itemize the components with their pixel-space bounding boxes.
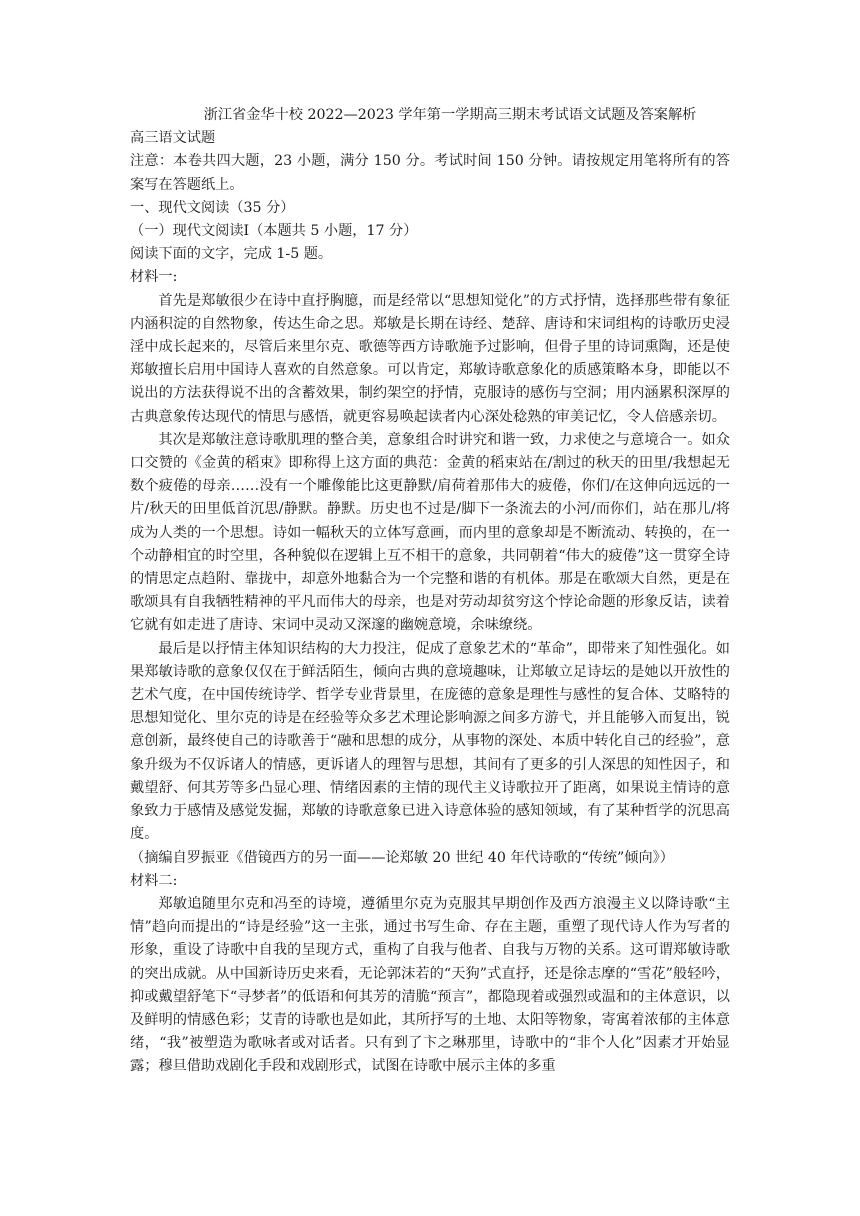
material2-paragraph: 郑敏追随里尔克和冯至的诗境，遵循里尔克为克服其早期创作及西方浪漫主义以降诗歌“主情”趋向而提出的“诗是经验”这一主张，通过书写生命、存在主题，重塑了现代诗人作为写者的形象，重设了诗歌中自我的呈现方式，重构了自我与他者、自我与万物的关系。这可谓郑敏诗歌的突出成就。从中国新诗历史来看，无论郭沫若的“天狗”式直抒，还是徐志摩的“雪花”般轻吟，抑或戴望舒笔下“寻梦者”的低语和何其芳的清脆“预言”，都隐现着或强烈或温和的主体意识，以及鲜明的情感色彩；艾青的诗歌也是如此，其所抒写的土地、太阳等物象，寄寓着浓郁的主体意绪，“我”被塑造为歌咏者或对话者。只有到了卞之琳那里，诗歌中的“非个人化”因素才开始显露；穆旦借助戏剧化手段和戏剧形式，试图在诗歌中展示主体的多重 [130, 895, 730, 1075]
material1-paragraph: 其次是郑敏注意诗歌肌理的整合美，意象组合时讲究和谐一致，力求使之与意境合一。如众口交赞的《金黄的稻束》即称得上这方面的典范：金黄的稻束站在/割过的秋天的田里/我想起无数个疲倦的母亲……没有一个雕像能比这更静默/肩荷着那伟大的疲倦，你们/在这伸向远远的一片/秋天的田里低首沉思/静默。静默。历史也不过是/脚下一条流去的小河/而你们，站在那儿/将成为人类的一个思想。诗如一幅秋天的立体写意画，而内里的意象却是不断流动、转换的，在一个动静相宜的时空里，各种貌似在逻辑上互不相干的意象，共同朝着“伟大的疲倦”这一贯穿全诗的情思定点趋附、靠拢中，却意外地黏合为一个完整和谐的有机体。那是在歌颂大自然，更是在歌颂具有自我牺牲精神的平凡而伟大的母亲，也是对劳动却贫穷这个悖论命题的形象反诘，读着它就有如走进了唐诗、宋词中灵动又深邃的幽婉意境，余味缭绕。 [130, 431, 730, 634]
document-title: 浙江省金华十校 2022—2023 学年第一学期高三期末考试语文试题及答案解析 [203, 107, 697, 123]
exam-document [130, 104, 730, 1079]
reading-instruction: 阅读下面的文字，完成 1-5 题。 [130, 246, 333, 263]
material-label: 材料二: [130, 872, 178, 889]
exam-notice: 注意：本卷共四大题，23 小题，满分 150 分。考试时间 150 分钟。请按规定用笔将所有的答案写在答题纸上。 [130, 153, 730, 193]
material1-source: （摘编自罗振亚《借镜西方的另一面——论郑敏 20 世纪 40 年代诗歌的“传统”倾向》） [130, 849, 674, 866]
document-subtitle: 高三语文试题 [130, 130, 216, 147]
material1-paragraph: 最后是以抒情主体知识结构的大力投注，促成了意象艺术的“革命”，即带来了知性强化。如果郑敏诗歌的意象仅仅在于鲜活陌生，倾向古典的意境趣味，让郑敏立足诗坛的是她以开放性的艺术气度，在中国传统诗学、哲学专业背景里，在庞德的意象是理性与感性的复合体、艾略特的思想知觉化、里尔克的诗是在经验等众多艺术理论影响源之间多方游弋，并且能够入而复出，锐意创新，最终使自己的诗歌善于“融和思想的成分，从事物的深处、本质中转化自己的经验”，意象升级为不仅诉诸人的情感，更诉诸人的理智与思想，其间有了更多的引人深思的知性因子，和戴望舒、何其芳等多凸显心理、情绪因素的主情的现代主义诗歌拉开了距离，如果说主情诗的意象致力于感情及感觉发掘，郑敏的诗歌意象已进入诗意体验的感知领域，有了某种哲学的沉思高度。 [130, 640, 730, 843]
material1-paragraph: 首先是郑敏很少在诗中直抒胸臆，而是经常以“思想知觉化”的方式抒情，选择那些带有象征内涵积淀的自然物象，传达生命之思。郑敏是长期在诗经、楚辞、唐诗和宋词组构的诗歌历史浸淫中成长起来的，尽管后来里尔克、歌德等西方诗歌施予过影响，但骨子里的诗词熏陶，还是使郑敏擅长启用中国诗人喜欢的自然意象。可以肯定，郑敏诗歌意象化的质感策略本身，即能以不说出的方法获得说不出的含蓄效果，制约架空的抒情，克服诗的感伤与空洞；用内涵累积深厚的古典意象传达现代的情思与感悟，就更容易唤起读者内心深处稔熟的审美记忆，令人倍感亲切。 [130, 292, 730, 425]
subsection-heading: （一）现代文阅读Ⅰ（本题共 5 小题，17 分） [130, 223, 418, 240]
material-label: 材料一: [130, 269, 178, 286]
section-heading: 一、现代文阅读（35 分） [130, 199, 295, 216]
